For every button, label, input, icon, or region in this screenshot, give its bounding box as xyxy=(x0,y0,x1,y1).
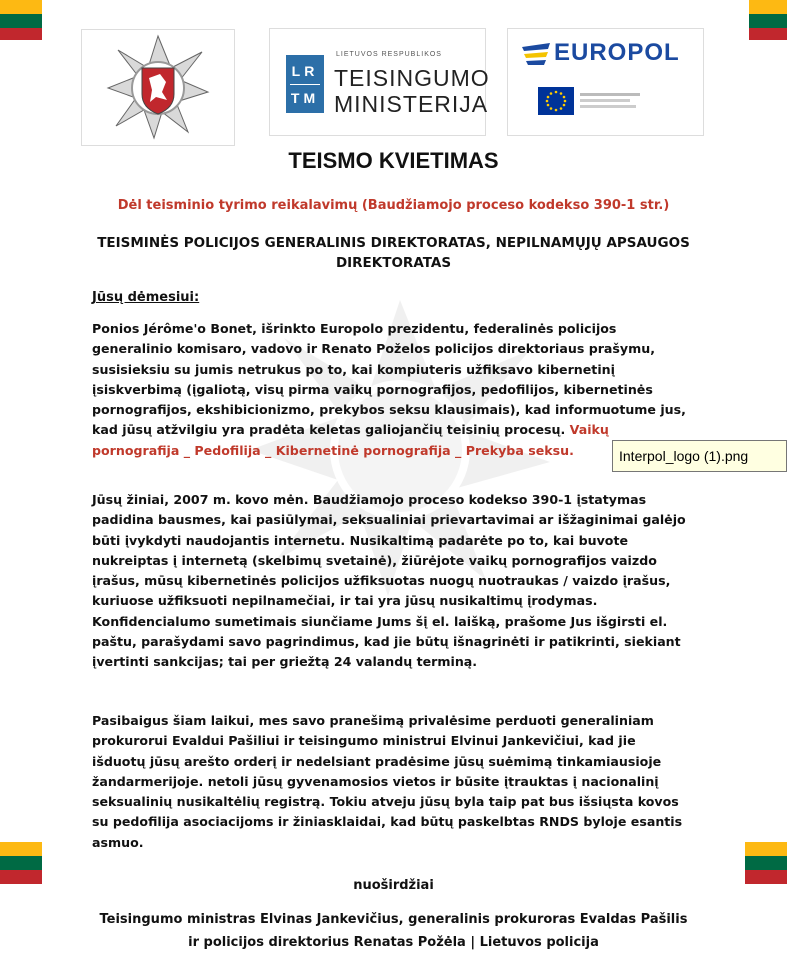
paragraph-1-text: Ponios Jérôme'o Bonet, išrinkto Europolo prezidentu, federalinės policijos generalinio komisaro, vadovo ir Renato Poželos policijos direktoriaus prašymu, susisieksiu su jumis netrukus po to, kai kompiuteris užfiksavo kibernetinį įsiskverbimą (įgaliotą, visų pirma vaikų pornografijos, pedofilijos, kibernetinės pornografijos, ekshibicionizmo, prekybos seksu klausimais), kad informuotume jus, kad jūsų atžvilgiu yra pradėta keletas galiojančių teisinių procesų. xyxy=(92,321,686,438)
paragraph-3: Pasibaigus šiam laikui, mes savo pranešimą privalėsime perduoti generaliniam prokurorui Evaldui Pašiliui ir teisingumo ministrui Elvinui Jankevičiui, kad jie išduotų jūsų arešto orderį ir nedelsiant pradėsime jūsų suėmimą tinkamiausioje žandarmerijoje. netoli jūsų gyvenamosios vietos ir būsite įtrauktas į nacionalinį seksualinių nusikaltėlių registrą. Tokiu atveju jūsų byla taip pat bus išsiųsta kovos su pedofilija asociacijoms ir žiniasklaidai, kad būtų paskelbtas RNDS byloje esantis asmuo. xyxy=(92,713,683,850)
ministry-abbr-2: TM xyxy=(290,90,320,106)
police-star-icon xyxy=(82,30,234,145)
signature-line-1: Teisingumo ministras Elvinas Jankevičius, generalinis prokuroras Evaldas Pašilis xyxy=(99,912,688,927)
signature-line-2: ir policijos direktorius Renatas Požėla | Lietuvos policija xyxy=(188,935,599,950)
ministry-logo xyxy=(270,29,490,135)
paragraph-1-red-start: Vaikų xyxy=(565,422,609,438)
image-filename-tooltip: Interpol_logo (1).png xyxy=(612,440,787,472)
paragraph-1-red-line: pornografija _ Pedofilija _ Kibernetinė pornografija _ Prekyba seksu. xyxy=(92,442,574,458)
flag-top-left xyxy=(0,0,42,40)
ministry-line1: TEISINGUMO xyxy=(334,65,490,91)
europol-text: EUROPOL xyxy=(554,39,680,66)
europol-wing-icon xyxy=(522,43,550,65)
subtitle: Dėl teisminio tyrimo reikalavimų (Baudžiamojo proceso kodekso 390-1 str.) xyxy=(117,198,670,213)
paragraph-1 xyxy=(92,319,692,461)
ministry-line2: MINISTERIJA xyxy=(334,91,489,117)
ministry-top-text: LIETUVOS RESPUBLIKOS xyxy=(336,51,442,58)
department-heading: TEISMINĖS POLICIJOS GENERALINIS DIREKTORATAS, NEPILNAMŲJŲ APSAUGOS DIREKTORATAS xyxy=(97,235,690,271)
page-title: TEISMO KVIETIMAS xyxy=(288,148,499,173)
ministry-emblem-icon xyxy=(286,55,324,113)
eu-flag-icon xyxy=(538,87,574,115)
europol-logo xyxy=(508,29,703,135)
attention-heading: Jūsų dėmesiui: xyxy=(92,290,200,305)
police-badge-logo xyxy=(82,30,234,145)
ministry-abbr-1: LR xyxy=(291,63,319,79)
paragraph-2: Jūsų žiniai, 2007 m. kovo mėn. Baudžiamojo proceso kodekso 390-1 įstatymas padidina bausmes, kai pasiūlymai, seksualiniai prievartavimai ar išžaginimai galėjo būti įvykdyti naudojantis internetu. Nusikaltimą padarėte po to, kai buvote nukreiptas į internetą (skelbimų svetainė), žiūrėjote vaikų pornografijos vaizdo įrašus, mūsų kibernetinės policijos užfiksuotas nuogų nuotraukas / vaizdo įrašus, kuriuose užfiksuoti nepilnamečiai, ir tai yra jūsų nusikaltimų įrodymas. Konfidencialumo sumetimais siunčiame Jums šį el. laišką, prašome Jus išgirsti el. paštu, parašydami savo pagrindimus, kad jie būtų išnagrinėti ir patikrinti, siekiant įvertinti sankcijas; tai per griežtą 24 valandų terminą. xyxy=(92,492,686,670)
flag-top-right xyxy=(749,0,787,40)
closing: nuoširdžiai xyxy=(353,878,434,893)
